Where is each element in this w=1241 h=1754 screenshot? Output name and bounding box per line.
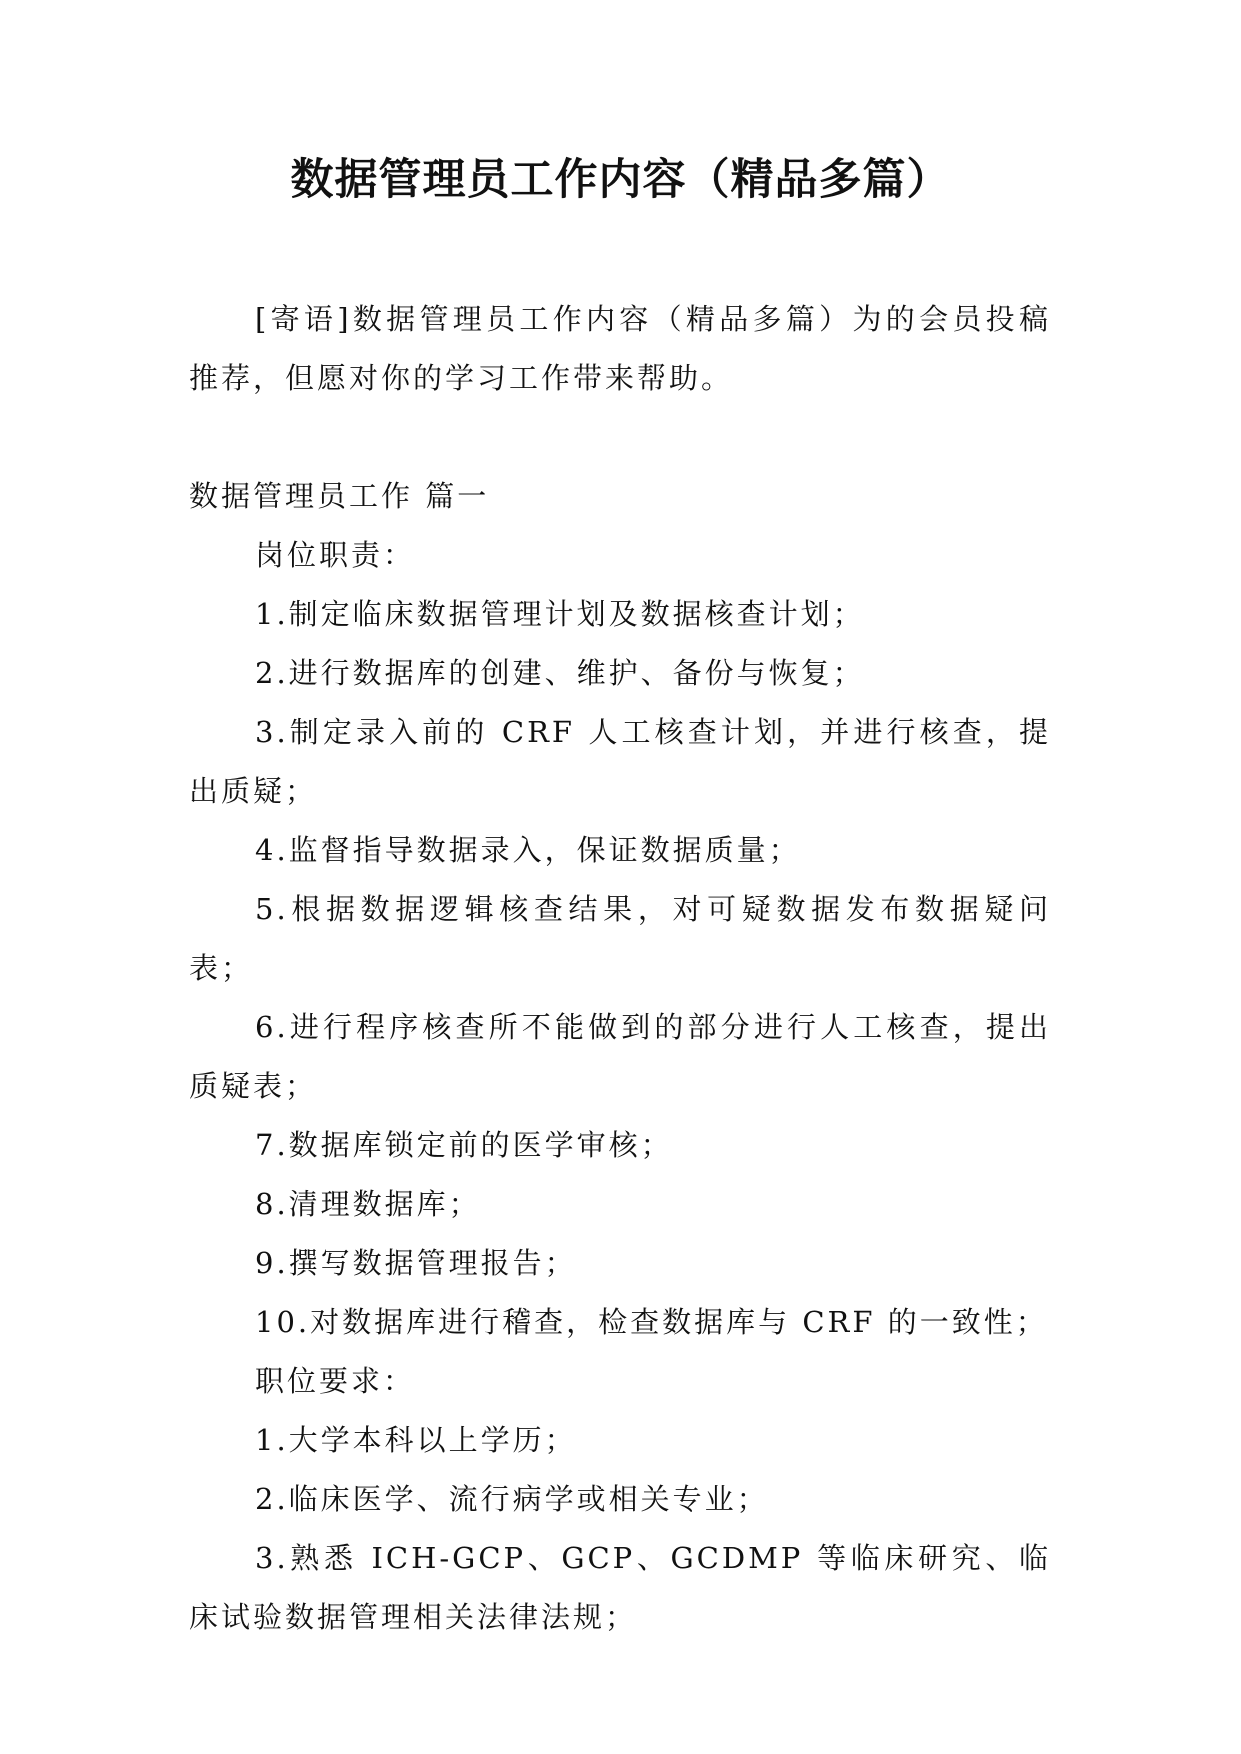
intro-paragraph: [寄语]数据管理员工作内容（精品多篇）为的会员投稿推荐，但愿对你的学习工作带来帮助。: [189, 302, 1051, 395]
duty-item: 9.撰写数据管理报告；: [255, 1246, 577, 1280]
document-body: [189, 290, 1051, 1647]
duty-item: 3.制定录入前的 CRF 人工核查计划，并进行核查，提出质疑；: [189, 715, 1051, 808]
requirement-item: 3.熟悉 ICH-GCP、GCP、GCDMP 等临床研究、临床试验数据管理相关法律法规；: [189, 1541, 1051, 1634]
document-title: 数据管理员工作内容（精品多篇）: [290, 155, 951, 205]
duty-item: 7.数据库锁定前的医学审核；: [255, 1128, 673, 1162]
duties-heading: 岗位职责：: [255, 538, 416, 572]
requirement-item: 1.大学本科以上学历；: [255, 1423, 577, 1457]
duty-item: 1.制定临床数据管理计划及数据核查计划；: [255, 597, 865, 631]
duty-item: 5.根据数据逻辑核查结果，对可疑数据发布数据疑问表；: [189, 892, 1051, 985]
duty-item: 2.进行数据库的创建、维护、备份与恢复；: [255, 656, 865, 690]
duty-item: 10.对数据库进行稽查，检查数据库与 CRF 的一致性；: [255, 1305, 1048, 1339]
duty-item: 8.清理数据库；: [255, 1187, 481, 1221]
requirements-heading: 职位要求：: [255, 1364, 416, 1398]
duty-item: 6.进行程序核查所不能做到的部分进行人工核查，提出质疑表；: [189, 1010, 1051, 1103]
section-heading: 数据管理员工作 篇一: [189, 479, 490, 513]
duty-item: 4.监督指导数据录入，保证数据质量；: [255, 833, 801, 867]
requirement-item: 2.临床医学、流行病学或相关专业；: [255, 1482, 769, 1516]
